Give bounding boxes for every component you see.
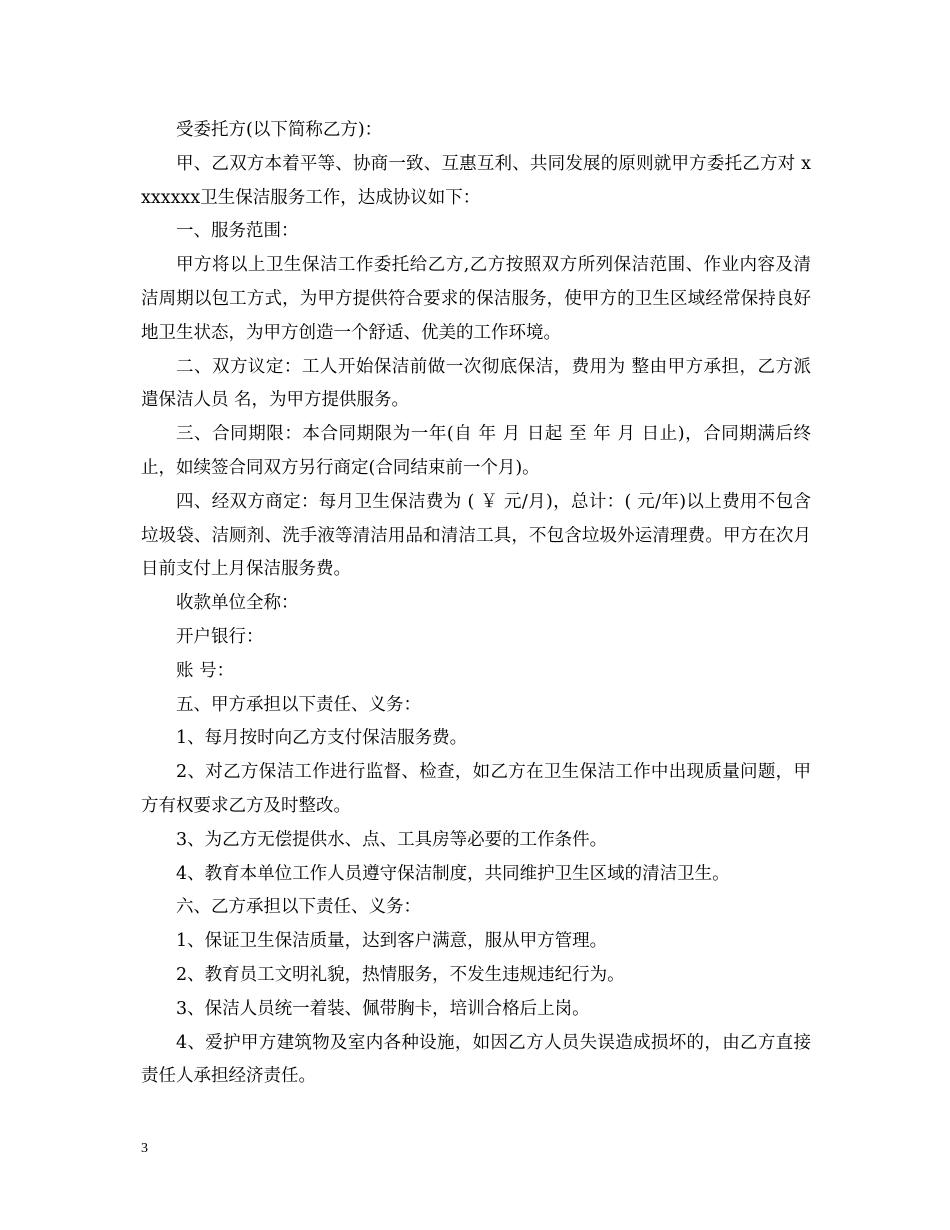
heading-party-a-duties: 五、甲方承担以下责任、义务： <box>176 694 421 715</box>
field-payee-name: 收款单位全称： <box>176 593 299 614</box>
heading-service-scope: 一、服务范围： <box>176 221 299 242</box>
party-a-duty-3: 3、为乙方无偿提供水、点、工具房等必要的工作条件。 <box>176 829 608 850</box>
field-bank: 开户银行： <box>176 626 264 647</box>
paragraph-contract-term: 三、合同期限：本合同期限为一年(自 年 月 日起 至 年 月 日止)，合同期满后终止，如续签合同双方另行商定(合同结束前一个月)。 <box>141 424 811 478</box>
party-a-duty-1: 1、每月按时向乙方支付保洁服务费。 <box>176 728 468 749</box>
paragraph-fees: 四、经双方商定：每月卫生保洁费为 ( ￥ 元/月)，总计：( 元/年)以上费用不包含垃圾袋、洁厕剂、洗手液等清洁用品和清洁工具，不包含垃圾外运清理费。甲方在次月 日前支付上月保洁服务费。 <box>141 491 817 580</box>
heading-party-b-duties: 六、乙方承担以下责任、义务： <box>176 897 421 918</box>
field-account-number: 账 号： <box>176 660 235 681</box>
party-b-duty-2: 2、教育员工文明礼貌，热情服务，不发生违规违纪行为。 <box>176 964 625 985</box>
contract-body <box>141 114 817 1094</box>
paragraph-party-b: 受委托方(以下简称乙方)： <box>176 120 383 140</box>
party-a-duty-2: 2、对乙方保洁工作进行监督、检查，如乙方在卫生保洁工作中出现质量问题，甲方有权要求乙方及时整改。 <box>141 762 811 816</box>
party-a-duty-4: 4、教育本单位工作人员遵守保洁制度，共同维护卫生区域的清洁卫生。 <box>176 863 730 884</box>
party-b-duty-4: 4、爱护甲方建筑物及室内各种设施，如因乙方人员失误造成损坏的，由乙方直接责任人承担经济责任。 <box>141 1032 811 1087</box>
page-number: 3 <box>141 1141 148 1156</box>
paragraph-agreement: 二、双方议定：工人开始保洁前做一次彻底保洁，费用为 整由甲方承担，乙方派遣保洁人员 名，为甲方提供服务。 <box>141 356 811 411</box>
party-b-duty-1: 1、保证卫生保洁质量，达到客户满意，服从甲方管理。 <box>176 931 608 952</box>
paragraph-service-scope: 甲方将以上卫生保洁工作委托给乙方,乙方按照双方所列保洁范围、作业内容及清洁周期以包工方式，为甲方提供符合要求的保洁服务，使甲方的卫生区域经常保持良好地卫生状态，为甲方创造一个舒适、优美的工作环境。 <box>141 255 811 343</box>
party-b-duty-3: 3、保洁人员统一着装、佩带胸卡，培训合格后上岗。 <box>176 998 590 1019</box>
paragraph-preamble: 甲、乙双方本着平等、协商一致、互惠互利、共同发展的原则就甲方委托乙方对 xxxxxxx卫生保洁服务工作，达成协议如下： <box>141 153 811 208</box>
